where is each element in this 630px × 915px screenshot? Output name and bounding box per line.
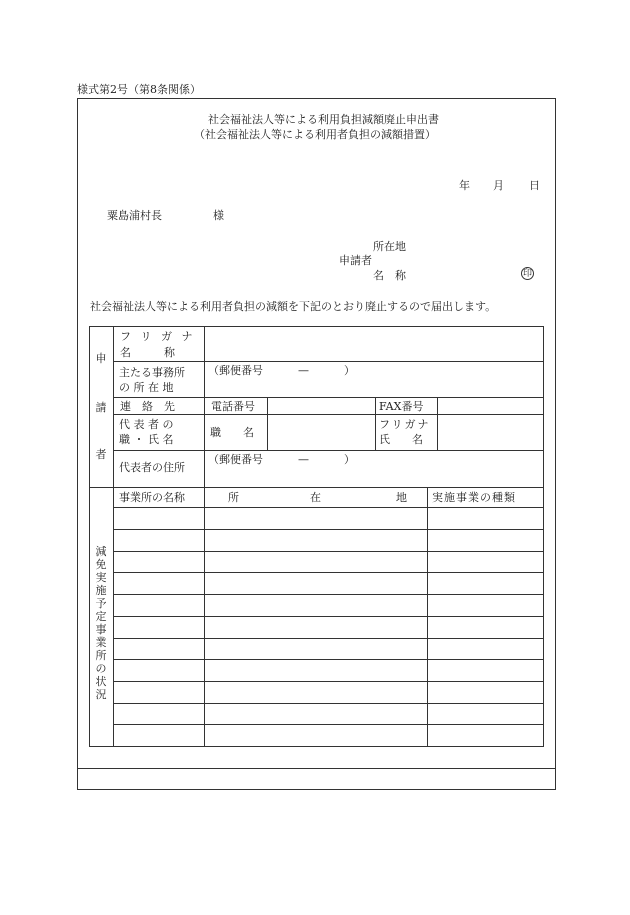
- grid-line: [113, 616, 544, 617]
- grid-line: [113, 414, 544, 415]
- service-type-header: 実施事業の種類: [432, 491, 516, 504]
- grid-line: [113, 397, 544, 398]
- location-header-2: 在: [310, 491, 321, 504]
- grid-line: [113, 507, 544, 508]
- side-char: 事: [95, 623, 107, 636]
- date-day: 日: [529, 179, 540, 192]
- rep-name-label: 氏 名: [379, 433, 423, 446]
- applicant-side-label: [94, 352, 108, 365]
- location-header-3: 地: [396, 491, 407, 504]
- rep-label-2: 職 ・ 氏 名: [119, 433, 174, 446]
- grid-line: [113, 659, 544, 660]
- postal-dash: —: [298, 364, 309, 377]
- grid-line: [437, 397, 438, 451]
- name-label: 名 称: [120, 346, 175, 359]
- side-char: 状: [95, 675, 107, 688]
- form-number: 様式第2号（第8条関係）: [77, 83, 201, 96]
- side-char: 請: [95, 401, 107, 414]
- grid-line: [89, 487, 544, 488]
- side-char: 況: [95, 688, 107, 701]
- grid-line: [89, 326, 90, 747]
- side-char: 定: [95, 610, 107, 623]
- grid-line: [113, 724, 544, 725]
- office-address-label-1: 主たる事務所: [119, 366, 185, 379]
- side-char: 所: [95, 649, 107, 662]
- applicant-label: 申請者: [339, 254, 372, 267]
- facilities-side-label: [94, 545, 108, 701]
- addressee-name: 粟島浦村長: [107, 209, 162, 222]
- postal-prefix: （郵便番号: [208, 364, 263, 377]
- rep-address-label: 代表者の住所: [119, 461, 185, 474]
- furigana-label: フ リ ガ ナ: [120, 330, 196, 343]
- grid-line: [89, 326, 544, 327]
- office-address-label-2: の 所 在 地: [119, 381, 174, 394]
- contact-label: 連 絡 先: [120, 400, 175, 413]
- grid-line: [204, 326, 205, 488]
- grid-line: [375, 397, 376, 451]
- side-char: 施: [95, 584, 107, 597]
- rep-postal-dash: —: [298, 453, 309, 466]
- grid-line: [427, 487, 428, 747]
- seal-mark: 印: [522, 269, 532, 279]
- applicant-side-label: [94, 401, 108, 414]
- grid-line: [113, 638, 544, 639]
- footer-divider: [77, 768, 556, 769]
- rep-furigana-label: フリガナ: [379, 418, 431, 431]
- statement-text: 社会福祉法人等による利用者負担の減額を下記のとおり廃止するので届出します。: [90, 300, 497, 313]
- form-title: 社会福祉法人等による利用負担減額廃止申出書: [208, 113, 439, 126]
- rep-postal-prefix: （郵便番号: [208, 453, 263, 466]
- grid-line: [113, 703, 544, 704]
- date-year: 年: [459, 179, 470, 192]
- side-char: 申: [95, 352, 107, 365]
- side-char: 減: [95, 545, 107, 558]
- applicant-side-label: [94, 448, 108, 461]
- position-label: 職 名: [210, 426, 254, 439]
- location-header-1: 所: [228, 491, 239, 504]
- grid-line: [543, 326, 544, 747]
- grid-line: [113, 551, 544, 552]
- side-char: の: [95, 662, 107, 675]
- fax-label: FAX番号: [379, 400, 424, 413]
- grid-line: [113, 594, 544, 595]
- grid-line: [267, 397, 268, 451]
- rep-postal-suffix: ）: [344, 453, 355, 466]
- grid-line: [113, 450, 544, 451]
- grid-line: [113, 361, 544, 362]
- grid-line: [113, 681, 544, 682]
- postal-suffix: ）: [344, 364, 355, 377]
- grid-line: [113, 529, 544, 530]
- date-month: 月: [493, 179, 504, 192]
- side-char: 者: [95, 448, 107, 461]
- form-subtitle: （社会福祉法人等による利用者負担の減額措置）: [194, 128, 436, 141]
- grid-line: [204, 487, 205, 747]
- side-char: 免: [95, 558, 107, 571]
- grid-line: [113, 326, 114, 747]
- applicant-name-label: 名 称: [373, 269, 406, 282]
- grid-line: [113, 572, 544, 573]
- grid-line: [89, 746, 544, 747]
- facility-name-header: 事業所の名称: [119, 491, 185, 504]
- side-char: 実: [95, 571, 107, 584]
- side-char: 業: [95, 636, 107, 649]
- addressee-honorific: 様: [213, 209, 224, 222]
- applicant-address-label: 所在地: [373, 240, 406, 253]
- rep-label-1: 代 表 者 の: [119, 418, 174, 431]
- phone-label: 電話番号: [211, 400, 255, 413]
- side-char: 予: [95, 597, 107, 610]
